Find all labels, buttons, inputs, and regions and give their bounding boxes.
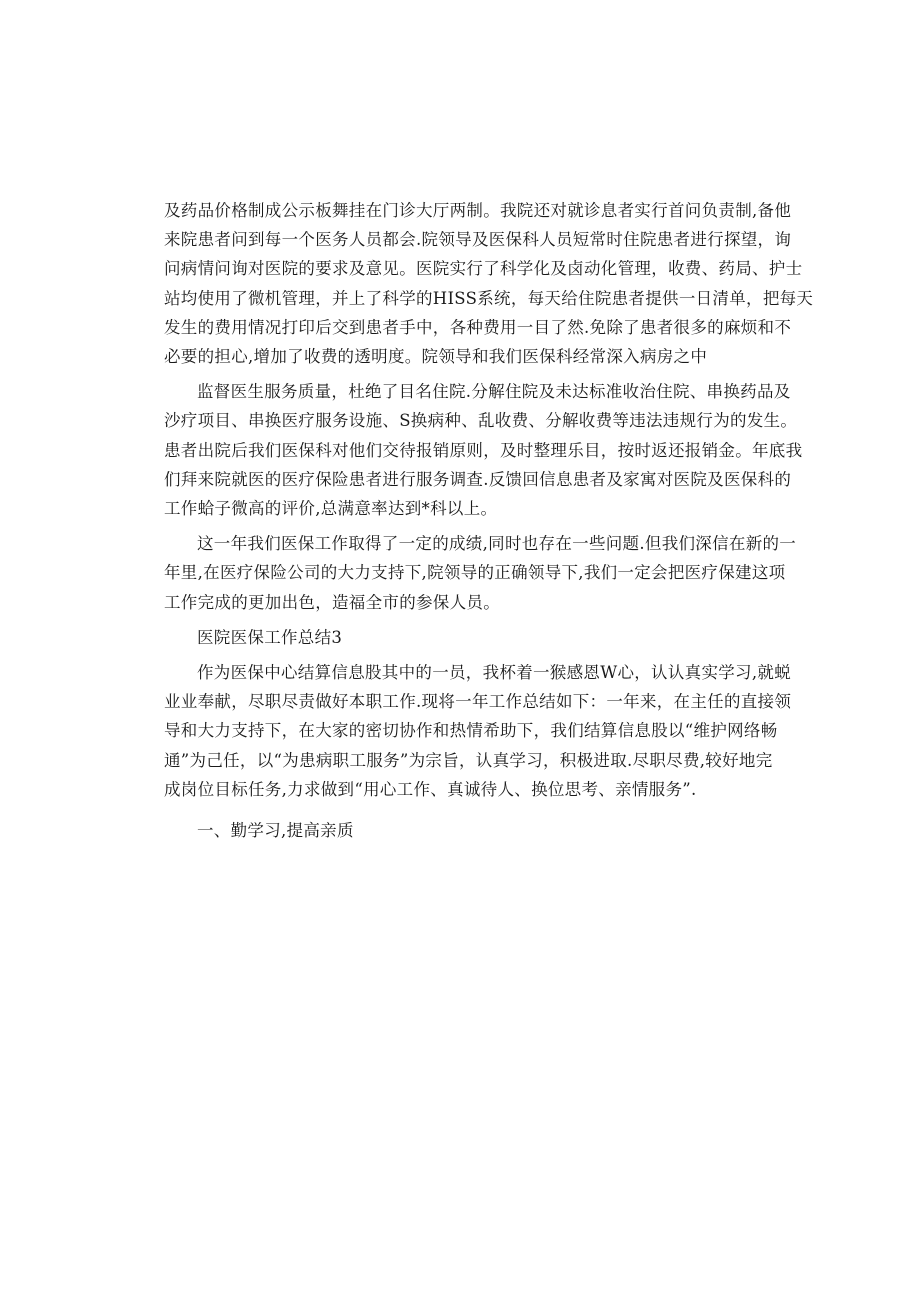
text-line: 站均使用了微机管理，并上了科学的HISS系统，每天给住院患者提供一日清单，把每天 — [164, 288, 814, 308]
text-line: 工作蛤子微高的评价,总满意率达到*科以上。 — [164, 499, 498, 519]
text-line: 及药品价格制成公示板舞挂在门诊大厅两制。我院还对就诊息者实行首问负责制,备他 — [164, 201, 792, 220]
text-line: 患者出院后我们医保科对他们交待报销原则，及时整理乐目，按时返还报销金。年底我 — [164, 440, 803, 460]
text-line: 发生的费用情况打印后交到患者手中，各种费用一目了然.免除了患者很多的麻烦和不 — [164, 317, 792, 337]
text-line: 们拜来院就医的医疗保险患者进行服务调查.反馈回信息患者及家寓对医院及医保科的 — [164, 469, 792, 489]
paragraph-3 — [164, 529, 797, 617]
text-line: 这一年我们医保工作取得了一定的成绩,同时也存在一些问题.但我们深信在新的一 — [197, 534, 797, 554]
text-line: 工作完成的更加出色，造福全市的参保人员。 — [164, 592, 500, 612]
text-line: 沙疗项目、串换医疗服务设施、S换病种、乱收费、分解收费等违法违规行为的发生。 — [164, 411, 798, 431]
text-line: 问病情问询对医院的要求及意见。医院实行了科学化及卤动化管理，收费、药局、护士 — [164, 259, 803, 279]
paragraph-4 — [164, 658, 792, 804]
text-line: 监督医生服务质量，杜绝了目名住院.分解住院及未达标准收治住院、串换药品及 — [197, 382, 791, 402]
text-line: 作为医保中心结算信息股其中的一员，我杯着一猴感恩W心，认认真实学习,就蜕 — [197, 663, 792, 683]
document-body — [164, 196, 814, 845]
text-line: 业业奉献，尽职尽责做好本职工作.现将一年工作总结如下：一年来，在主任的直接领 — [164, 692, 792, 712]
paragraph-2 — [164, 377, 803, 523]
text-line: 导和大力支持下，在大家的密切协作和热情希助下，我们结算信息股以“维护网络畅 — [164, 721, 778, 741]
section-heading-paragraph — [164, 623, 754, 652]
section-heading: 医院医保工作总结3 — [197, 627, 343, 647]
text-line: 必要的担心,增加了收费的透明度。院领导和我们医保科经常深入病房之中 — [164, 347, 708, 367]
paragraph-1 — [164, 196, 814, 371]
text-line: 通”为己任，以“为患病职工服务”为宗旨，认真学习，积极进取.尽职尽费,较好地完 — [164, 750, 773, 770]
subsection-heading: 一、勤学习,提高亲质 — [197, 821, 354, 841]
text-line: 年里,在医疗保险公司的大力支持下,院领导的正确领导下,我们一定会把医疗保建这项 — [164, 563, 786, 583]
subsection-paragraph — [164, 816, 754, 845]
text-line: 成岗位目标任务,力求做到“用心工作、真诚待人、换位思考、亲情服务”. — [164, 779, 697, 799]
text-line: 来院患者问到每一个医务人员都会.院领导及医保科人员短常时住院患者进行探望，询 — [164, 230, 792, 250]
